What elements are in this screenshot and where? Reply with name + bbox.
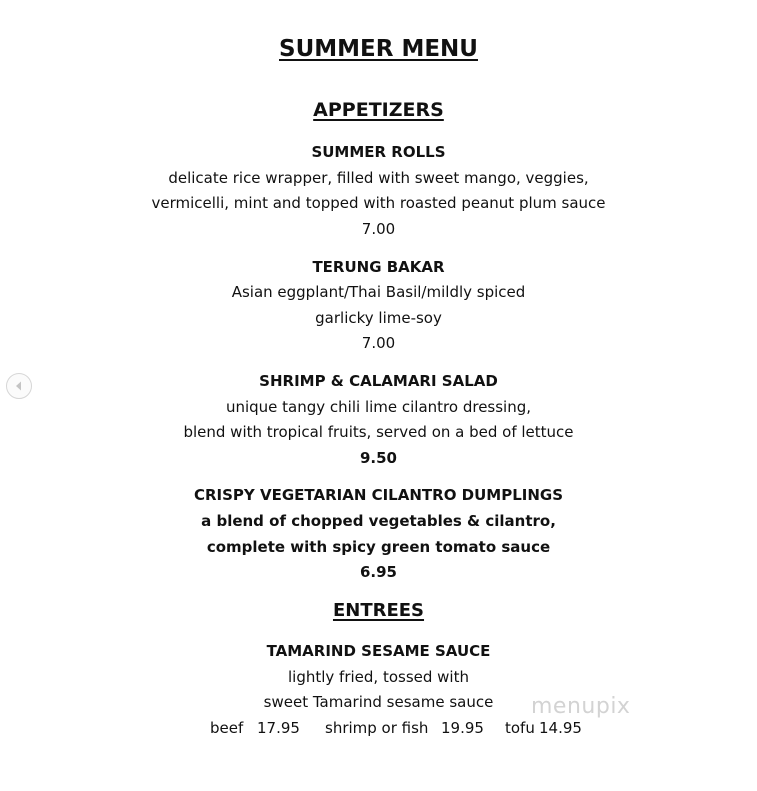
item-description: Asian eggplant/Thai Basil/mildly spiced [231, 283, 526, 301]
item-name: SHRIMP & CALAMARI SALAD [259, 372, 498, 390]
gallery-prev-button[interactable] [6, 373, 32, 399]
item-name: SUMMER ROLLS [311, 143, 446, 161]
chevron-left-icon [13, 380, 25, 392]
price-label: tofu [505, 719, 535, 737]
item-description: delicate rice wrapper, filled with sweet mango, veggies, [168, 169, 589, 187]
item-description: blend with tropical fruits, served on a bed of lettuce [183, 423, 574, 441]
appetizers-heading: APPETIZERS [313, 99, 444, 121]
price-value: 14.95 [539, 719, 582, 737]
item-description: lightly fried, tossed with [288, 668, 469, 686]
price-value: 17.95 [257, 719, 300, 737]
item-name: TERUNG BAKAR [312, 258, 445, 276]
menu-title: SUMMER MENU [279, 36, 478, 62]
item-description: garlicky lime-soy [315, 309, 442, 327]
item-name: TAMARIND SESAME SAUCE [266, 642, 491, 660]
price-label: beef [210, 719, 244, 737]
item-description: unique tangy chili lime cilantro dressing, [225, 398, 532, 416]
item-name: CRISPY VEGETARIAN CILANTRO DUMPLINGS [193, 486, 564, 504]
item-price: 9.50 [359, 449, 397, 467]
price-value: 19.95 [441, 719, 484, 737]
item-price: 6.95 [359, 563, 397, 581]
item-description: complete with spicy green tomato sauce [206, 538, 551, 556]
entree-price-row [0, 718, 757, 738]
item-description: vermicelli, mint and topped with roasted peanut plum sauce [151, 194, 606, 212]
item-description: a blend of chopped vegetables & cilantro, [201, 512, 556, 530]
item-price: 7.00 [361, 334, 396, 352]
entrees-heading: ENTREES [332, 600, 425, 621]
price-label: shrimp or fish [325, 719, 429, 737]
item-price: 7.00 [361, 220, 396, 238]
item-description: sweet Tamarind sesame sauce [263, 693, 494, 711]
watermark-logo: menupix [531, 694, 631, 719]
